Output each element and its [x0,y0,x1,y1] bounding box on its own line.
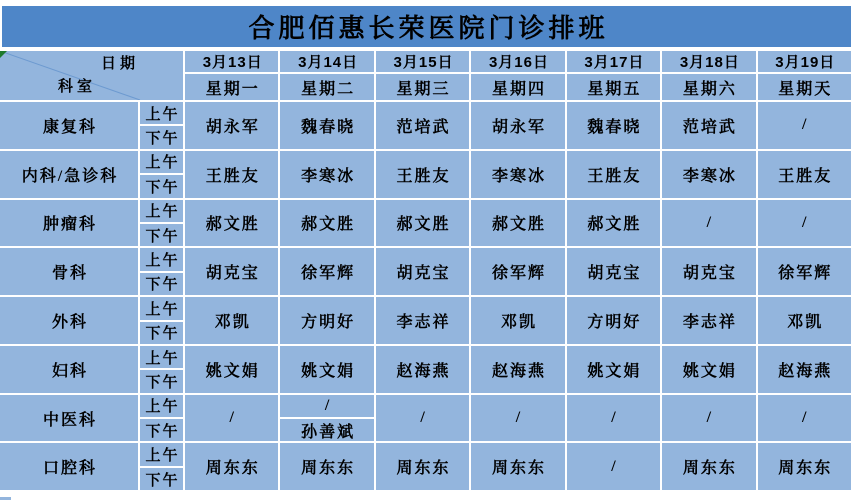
schedule-cell: 姚文娟 [662,346,755,393]
schedule-table [0,51,851,490]
schedule-cell: 徐军辉 [471,248,564,295]
schedule-cell: 胡克宝 [376,248,469,295]
schedule-cell: / [662,395,755,442]
schedule-cell: 邓凯 [758,297,851,344]
weekday-header: 星期二 [280,74,373,100]
schedule-cell: 赵海燕 [758,346,851,393]
schedule-cell: 周东东 [185,443,278,490]
schedule-cell: 邓凯 [185,297,278,344]
time-slot-pm-label: 下午 [140,419,183,441]
weekday-header: 星期一 [185,74,278,100]
schedule-cell: 胡永军 [471,102,564,149]
time-slot-am-label: 上午 [140,151,183,173]
schedule-cell: 王胜友 [185,151,278,198]
schedule-cell: 方明好 [280,297,373,344]
schedule-cell: 周东东 [280,443,373,490]
time-slot-am-label: 上午 [140,248,183,270]
time-slot-am-label: 上午 [140,443,183,465]
schedule-cell: 王胜友 [758,151,851,198]
date-header: 3月19日 [758,51,851,72]
schedule-cell: 李寒冰 [471,151,564,198]
schedule-cell: / [662,200,755,247]
excel-error-flag-icon [0,51,7,58]
department-label: 中医科 [0,395,138,442]
date-header: 3月18日 [662,51,755,72]
schedule-cell: / [758,395,851,442]
schedule-cell: / [376,395,469,442]
schedule-cell: 周东东 [662,443,755,490]
weekday-header: 星期三 [376,74,469,100]
schedule-cell: 胡克宝 [185,248,278,295]
time-slot-pm-label: 下午 [140,273,183,295]
schedule-cell: 胡永军 [185,102,278,149]
schedule-cell-am: / [280,395,373,417]
schedule-cell: 郝文胜 [471,200,564,247]
time-slot-am-label: 上午 [140,346,183,368]
schedule-cell-pm: 孙善斌 [280,419,373,441]
schedule-cell: 范培武 [662,102,755,149]
department-label: 内科/急诊科 [0,151,138,198]
schedule-cell: 方明好 [567,297,660,344]
time-slot-pm-label: 下午 [140,322,183,344]
schedule-cell: 赵海燕 [376,346,469,393]
schedule-cell: / [567,395,660,442]
schedule-cell: / [758,200,851,247]
date-header: 3月15日 [376,51,469,72]
schedule-cell: 王胜友 [567,151,660,198]
schedule-cell: 范培武 [376,102,469,149]
schedule-cell: 郝文胜 [280,200,373,247]
schedule-cell: 魏春晓 [280,102,373,149]
department-label: 康复科 [0,102,138,149]
weekday-header: 星期五 [567,74,660,100]
schedule-cell: 郝文胜 [567,200,660,247]
date-header: 3月16日 [471,51,564,72]
weekday-header: 星期四 [471,74,564,100]
schedule-cell: 徐军辉 [758,248,851,295]
schedule-cell: 李寒冰 [280,151,373,198]
time-slot-pm-label: 下午 [140,468,183,490]
corner-label-date: 日期 [101,56,140,72]
schedule-cell: 郝文胜 [185,200,278,247]
time-slot-am-label: 上午 [140,102,183,124]
date-header: 3月13日 [185,51,278,72]
schedule-cell: 姚文娟 [280,346,373,393]
schedule-cell: 姚文娟 [185,346,278,393]
date-header: 3月14日 [280,51,373,72]
schedule-cell: 李寒冰 [662,151,755,198]
schedule-cell: 郝文胜 [376,200,469,247]
schedule-cell: / [471,395,564,442]
schedule-cell: 徐军辉 [280,248,373,295]
corner-label-department: 科室 [58,79,97,95]
page-title: 合肥佰惠长荣医院门诊排班 [2,6,851,47]
schedule-cell: 周东东 [471,443,564,490]
schedule-cell: 胡克宝 [662,248,755,295]
schedule-cell: / [758,102,851,149]
schedule-cell: / [567,443,660,490]
time-slot-am-label: 上午 [140,200,183,222]
corner-header-cell [0,51,183,100]
time-slot-pm-label: 下午 [140,370,183,392]
schedule-cell: 胡克宝 [567,248,660,295]
schedule-cell: 邓凯 [471,297,564,344]
schedule-cell: 李志祥 [376,297,469,344]
schedule-cell: 李志祥 [662,297,755,344]
schedule-cell: 魏春晓 [567,102,660,149]
department-label: 骨科 [0,248,138,295]
time-slot-pm-label: 下午 [140,126,183,148]
schedule-cell: 周东东 [758,443,851,490]
date-header: 3月17日 [567,51,660,72]
time-slot-am-label: 上午 [140,297,183,319]
schedule-cell: / [185,395,278,442]
time-slot-am-label: 上午 [140,395,183,417]
department-label: 口腔科 [0,443,138,490]
weekday-header: 星期六 [662,74,755,100]
time-slot-pm-label: 下午 [140,224,183,246]
schedule-cell: 周东东 [376,443,469,490]
time-slot-pm-label: 下午 [140,175,183,197]
department-label: 外科 [0,297,138,344]
schedule-cell: 赵海燕 [471,346,564,393]
schedule-cell: 姚文娟 [567,346,660,393]
schedule-cell: 王胜友 [376,151,469,198]
weekday-header: 星期天 [758,74,851,100]
department-label: 妇科 [0,346,138,393]
department-label: 肿瘤科 [0,200,138,247]
